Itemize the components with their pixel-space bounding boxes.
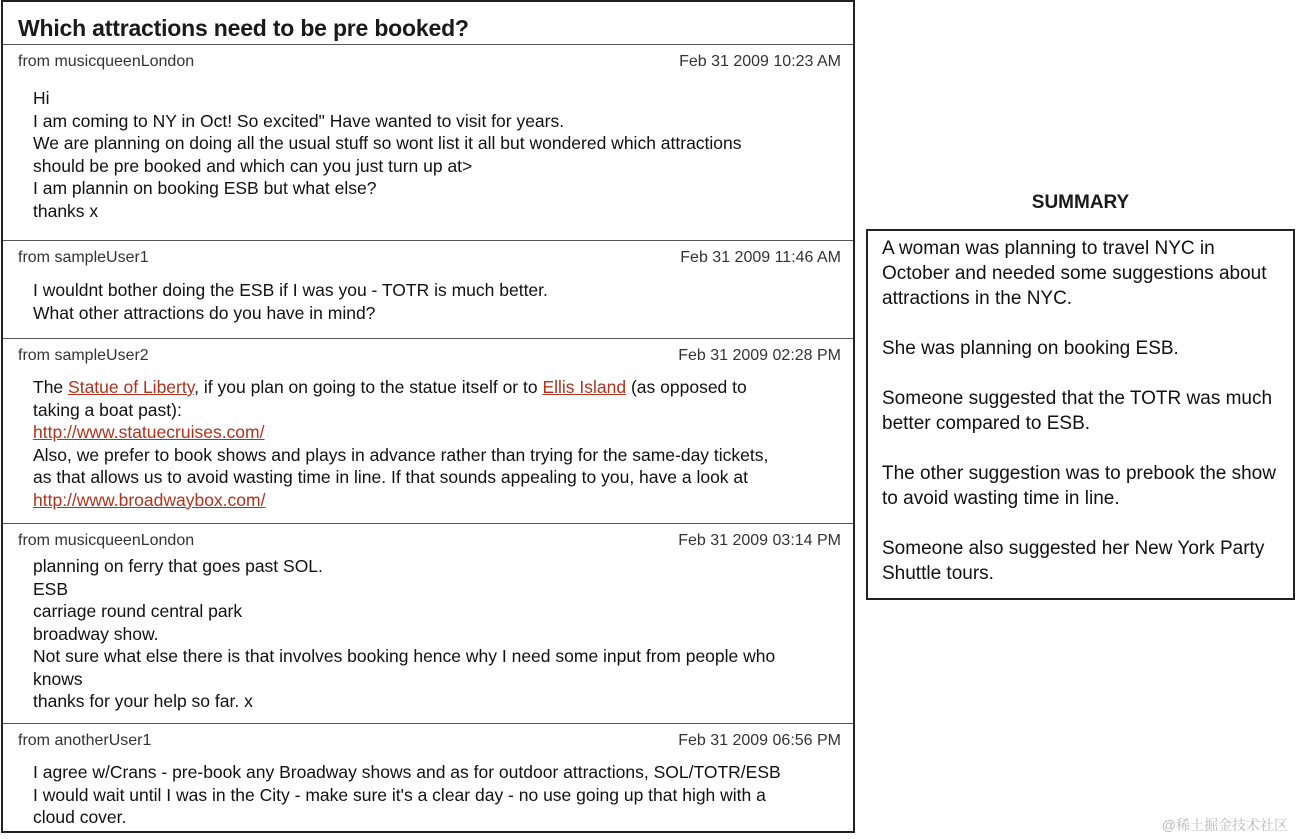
post-line: Not sure what else there is that involves booking hence why I need some input from people who bbox=[33, 646, 776, 666]
post-line: I am coming to NY in Oct! So excited" Have wanted to visit for years. bbox=[33, 110, 565, 131]
summary-box bbox=[866, 229, 1295, 600]
post bbox=[3, 724, 853, 833]
post bbox=[3, 45, 853, 241]
post-date: Feb 31 2009 06:56 PM bbox=[678, 732, 841, 749]
post-author[interactable]: from anotherUser1 bbox=[18, 732, 152, 749]
post-line: I am plannin on booking ESB but what else? bbox=[33, 178, 377, 198]
summary-paragraph: Someone also suggested her New York Party Shuttle tours. bbox=[882, 538, 1265, 584]
post-body bbox=[33, 279, 837, 324]
post-date: Feb 31 2009 02:28 PM bbox=[678, 347, 841, 364]
post-line: What other attractions do you have in mind? bbox=[33, 302, 376, 323]
post-line: thanks x bbox=[33, 200, 99, 221]
post-body bbox=[33, 376, 837, 511]
forum-thread bbox=[1, 0, 855, 833]
ellis-island-link[interactable]: Ellis Island bbox=[542, 377, 627, 397]
post-line: as that allows us to avoid wasting time in line. If that sounds appealing to you, have a look at bbox=[33, 467, 749, 487]
text-segment: , if you plan on going to the statue itself or to bbox=[194, 377, 543, 397]
post-author[interactable]: from musicqueenLondon bbox=[18, 53, 195, 70]
post-body bbox=[33, 87, 837, 222]
post-line bbox=[33, 489, 837, 512]
post bbox=[3, 241, 853, 339]
post-line bbox=[33, 421, 837, 444]
post-line: thanks for your help so far. x bbox=[33, 691, 253, 711]
post-date: Feb 31 2009 03:14 PM bbox=[678, 532, 841, 549]
post bbox=[3, 339, 853, 524]
post-body bbox=[33, 555, 837, 713]
thread-title: Which attractions need to be pre booked? bbox=[3, 2, 853, 45]
summary-paragraph: A woman was planning to travel NYC in October and needed some suggestions about attractions in the NYC. bbox=[882, 238, 1267, 309]
post-line bbox=[33, 376, 837, 399]
post-date: Feb 31 2009 11:46 AM bbox=[680, 249, 841, 266]
post-line: Hi bbox=[33, 88, 50, 108]
post-line: I would wait until I was in the City - make sure it's a clear day - no use going up that high with a bbox=[33, 784, 766, 805]
summary-paragraph: Someone suggested that the TOTR was much better compared to ESB. bbox=[882, 388, 1273, 434]
text-segment: (as opposed to bbox=[626, 377, 747, 397]
post-body bbox=[33, 761, 837, 829]
summary-heading: SUMMARY bbox=[1031, 192, 1130, 213]
post-line: knows bbox=[33, 668, 83, 689]
post-line: broadway show. bbox=[33, 623, 159, 644]
post-line: ESB bbox=[33, 578, 69, 599]
post-author[interactable]: from sampleUser1 bbox=[18, 249, 149, 266]
watermark: @稀土掘金技术社区 bbox=[1161, 817, 1288, 833]
post-line: should be pre booked and which can you just turn up at> bbox=[33, 155, 473, 176]
post-line: We are planning on doing all the usual stuff so wont list it all but wondered which attractions bbox=[33, 133, 742, 153]
post-author[interactable]: from sampleUser2 bbox=[18, 347, 149, 364]
summary-paragraph: She was planning on booking ESB. bbox=[882, 338, 1179, 359]
post-line: I wouldnt bother doing the ESB if I was you - TOTR is much better. bbox=[33, 280, 548, 300]
post-line: planning on ferry that goes past SOL. bbox=[33, 556, 323, 576]
broadwaybox-link[interactable]: http://www.broadwaybox.com/ bbox=[33, 489, 266, 510]
post-date: Feb 31 2009 10:23 AM bbox=[679, 53, 841, 70]
summary-paragraph: The other suggestion was to prebook the show to avoid wasting time in line. bbox=[882, 463, 1276, 509]
statuecruises-link[interactable]: http://www.statuecruises.com/ bbox=[33, 422, 265, 442]
post-line: taking a boat past): bbox=[33, 399, 182, 420]
post-author[interactable]: from musicqueenLondon bbox=[18, 532, 195, 549]
statue-of-liberty-link[interactable]: Statue of Liberty bbox=[68, 377, 195, 397]
post-line: cloud cover. bbox=[33, 807, 127, 827]
post-line: Also, we prefer to book shows and plays in advance rather than trying for the same-day tickets, bbox=[33, 444, 769, 465]
text-segment: The bbox=[33, 377, 69, 397]
post bbox=[3, 524, 853, 724]
post-line: I agree w/Crans - pre-book any Broadway shows and as for outdoor attractions, SOL/TOTR/ESB bbox=[33, 762, 781, 782]
post-line: carriage round central park bbox=[33, 601, 243, 621]
